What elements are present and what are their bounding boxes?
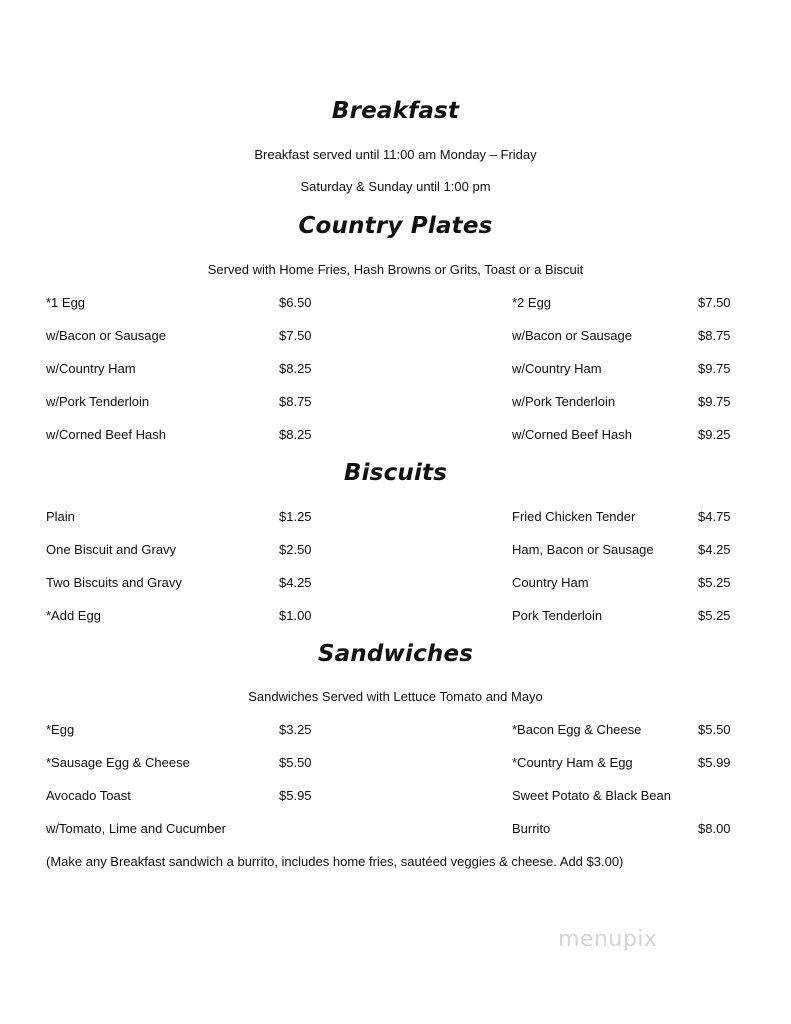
sandwiches-title: Sandwiches [317, 641, 474, 667]
menu-item-name: *1 Egg [46, 295, 86, 310]
menu-item-price: $8.25 [279, 427, 312, 442]
menu-item-name: *Country Ham & Egg [512, 755, 633, 770]
menu-item-price: $4.25 [698, 542, 731, 557]
menu-item-name: Avocado Toast [46, 788, 131, 803]
menu-item-name: w/Pork Tenderloin [46, 394, 150, 409]
country-plates-title: Country Plates [298, 213, 493, 239]
burrito-note: (Make any Breakfast sandwich a burrito, includes home fries, sautéed veggies & cheese. Add $3.00) [46, 854, 624, 869]
breakfast-hours-weekend: Saturday & Sunday until 1:00 pm [300, 179, 491, 194]
menu-item-name: *Egg [46, 722, 75, 737]
country-plates-subtitle: Served with Home Fries, Hash Browns or Grits, Toast or a Biscuit [207, 262, 584, 277]
menu-item-price: $6.50 [279, 295, 312, 310]
menu-item-price: $3.25 [279, 722, 312, 737]
menu-item-name: Plain [46, 509, 75, 524]
menu-item-name: w/Corned Beef Hash [46, 427, 166, 442]
menu-item-name: Two Biscuits and Gravy [46, 575, 182, 590]
menu-item-name: Sweet Potato & Black Bean [512, 788, 671, 803]
menu-item-price: $9.25 [698, 427, 731, 442]
menu-item-name: w/Bacon or Sausage [512, 328, 632, 343]
menu-item-name: *Bacon Egg & Cheese [512, 722, 642, 737]
menu-item-price: $8.25 [279, 361, 312, 376]
watermark-logo: menupix [558, 927, 658, 952]
menu-item-name: w/Country Ham [46, 361, 136, 376]
menu-item-price: $9.75 [698, 394, 731, 409]
menu-item-price: $7.50 [698, 295, 731, 310]
biscuits-title: Biscuits [343, 460, 448, 486]
menu-item-price: $1.25 [279, 509, 312, 524]
menu-item-name: Fried Chicken Tender [512, 509, 636, 524]
menu-item-name: w/Corned Beef Hash [512, 427, 632, 442]
menu-item-name: Pork Tenderloin [512, 608, 603, 623]
breakfast-hours-weekday: Breakfast served until 11:00 am Monday – Friday [254, 147, 537, 162]
menu-item-name: *Add Egg [46, 608, 101, 623]
menu-item-price: $8.00 [698, 821, 731, 836]
menu-item-price: $9.75 [698, 361, 731, 376]
menu-item-price: $4.75 [698, 509, 731, 524]
menu-item-name: Country Ham [512, 575, 589, 590]
menu-item-name: Ham, Bacon or Sausage [512, 542, 654, 557]
menu-item-price: $5.99 [698, 755, 731, 770]
sandwiches-subtitle: Sandwiches Served with Lettuce Tomato and Mayo [248, 689, 543, 704]
menu-item-price: $5.25 [698, 608, 731, 623]
breakfast-title: Breakfast [331, 98, 460, 124]
menu-item-price: $8.75 [698, 328, 731, 343]
menu-item-name: w/Country Ham [512, 361, 602, 376]
menu-item-name: One Biscuit and Gravy [46, 542, 177, 557]
menu-item-name: Burrito [512, 821, 551, 836]
menu-item-price: $1.00 [279, 608, 312, 623]
menu-item-price: $7.50 [279, 328, 312, 343]
menu-item-price: $5.50 [698, 722, 731, 737]
menu-item-name: *Sausage Egg & Cheese [46, 755, 190, 770]
menu-item-price: $8.75 [279, 394, 312, 409]
menu-item-price: $5.95 [279, 788, 312, 803]
menu-item-name: *2 Egg [512, 295, 552, 310]
menu-item-price: $5.25 [698, 575, 731, 590]
menu-item-name: w/Tomato, Lime and Cucumber [46, 821, 226, 836]
menu-item-price: $5.50 [279, 755, 312, 770]
menu-item-price: $4.25 [279, 575, 312, 590]
menu-item-name: w/Pork Tenderloin [512, 394, 616, 409]
menu-item-name: w/Bacon or Sausage [46, 328, 166, 343]
menu-item-price: $2.50 [279, 542, 312, 557]
